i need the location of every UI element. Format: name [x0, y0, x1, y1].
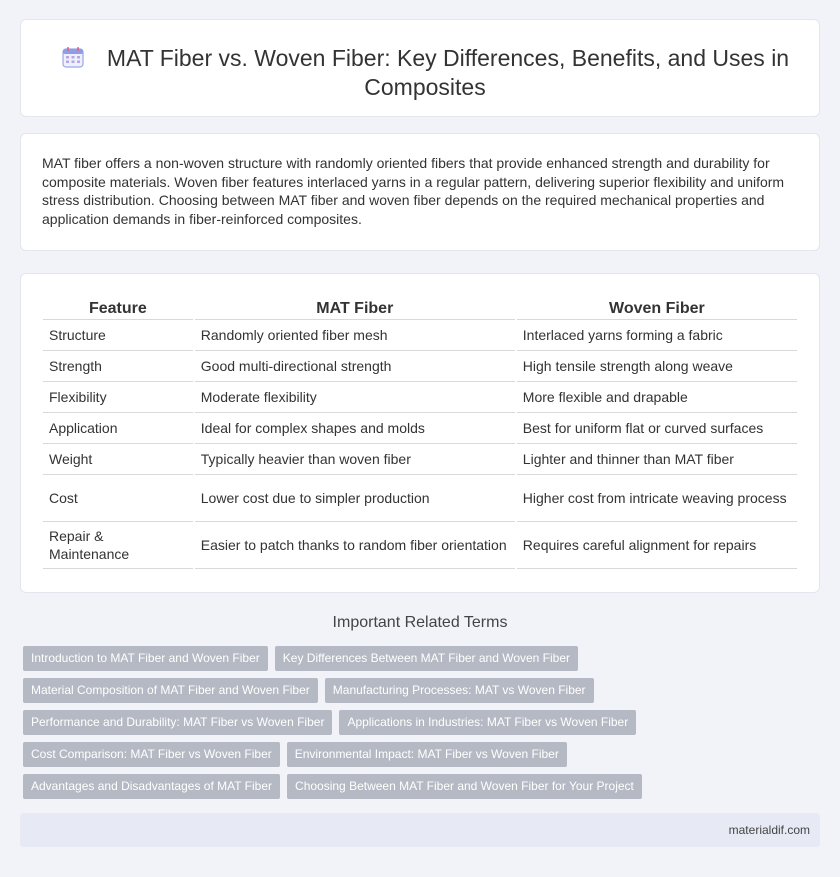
- related-term-link[interactable]: Manufacturing Processes: MAT vs Woven Fiber: [325, 678, 594, 703]
- related-terms-list: [23, 646, 643, 806]
- mat-cell: Good multi-directional strength: [195, 351, 515, 382]
- mat-cell: Easier to patch thanks to random fiber orientation: [195, 522, 515, 569]
- related-term-link[interactable]: Advantages and Disadvantages of MAT Fiber: [23, 774, 280, 799]
- feature-cell: Repair & Maintenance: [43, 522, 193, 569]
- table-row: [43, 351, 797, 382]
- table-header-row: [43, 296, 797, 320]
- feature-cell: Strength: [43, 351, 193, 382]
- mat-cell: Randomly oriented fiber mesh: [195, 320, 515, 351]
- footer: [20, 813, 820, 847]
- feature-cell: Application: [43, 413, 193, 444]
- mat-cell: Lower cost due to simpler production: [195, 475, 515, 522]
- related-term-link[interactable]: Environmental Impact: MAT Fiber vs Woven Fiber: [287, 742, 567, 767]
- woven-cell: More flexible and drapable: [517, 382, 797, 413]
- comparison-table-card: [20, 273, 820, 593]
- feature-cell: Cost: [43, 475, 193, 522]
- related-term-link[interactable]: Key Differences Between MAT Fiber and Woven Fiber: [275, 646, 578, 671]
- header-woven-fiber: Woven Fiber: [517, 296, 797, 320]
- table-row: [43, 320, 797, 351]
- woven-cell: High tensile strength along weave: [517, 351, 797, 382]
- woven-cell: Lighter and thinner than MAT fiber: [517, 444, 797, 475]
- woven-cell: Requires careful alignment for repairs: [517, 522, 797, 569]
- feature-cell: Structure: [43, 320, 193, 351]
- header-feature: Feature: [43, 296, 193, 320]
- woven-cell: Interlaced yarns forming a fabric: [517, 320, 797, 351]
- related-term-link[interactable]: Performance and Durability: MAT Fiber vs Woven Fiber: [23, 710, 332, 735]
- intro-paragraph: MAT fiber offers a non-woven structure with randomly oriented fibers that provide enhanced strength and durability for composite materials. Woven fiber features interlaced yarns in a regular pattern, delivering superior flexibility and uniform stress distribution. Choosing between MAT fiber and woven fiber depends on the required mechanical properties and application demands in fiber-reinforced composites.: [42, 155, 785, 227]
- page-title: MAT Fiber vs. Woven Fiber: Key Differences, Benefits, and Uses in Composites: [106, 45, 790, 100]
- mat-cell: Moderate flexibility: [195, 382, 515, 413]
- related-term-link[interactable]: Introduction to MAT Fiber and Woven Fiber: [23, 646, 268, 671]
- feature-cell: Weight: [43, 444, 193, 475]
- header-card: [20, 19, 820, 117]
- related-term-link[interactable]: Applications in Industries: MAT Fiber vs Woven Fiber: [339, 710, 636, 735]
- table-row: [43, 475, 797, 522]
- table-row: [43, 522, 797, 569]
- woven-cell: Best for uniform flat or curved surfaces: [517, 413, 797, 444]
- mat-cell: Typically heavier than woven fiber: [195, 444, 515, 475]
- comparison-table: [41, 296, 799, 569]
- table-row: [43, 444, 797, 475]
- woven-cell: Higher cost from intricate weaving process: [517, 475, 797, 522]
- header-mat-fiber: MAT Fiber: [195, 296, 515, 320]
- feature-cell: Flexibility: [43, 382, 193, 413]
- footer-site: materialdif.com: [728, 823, 810, 837]
- table-row: [43, 413, 797, 444]
- calendar-icon: [61, 45, 85, 69]
- related-term-link[interactable]: Cost Comparison: MAT Fiber vs Woven Fiber: [23, 742, 280, 767]
- mat-cell: Ideal for complex shapes and molds: [195, 413, 515, 444]
- table-row: [43, 382, 797, 413]
- related-term-link[interactable]: Choosing Between MAT Fiber and Woven Fiber for Your Project: [287, 774, 642, 799]
- related-terms-title: Important Related Terms: [332, 614, 508, 631]
- intro-card: [20, 133, 820, 251]
- related-term-link[interactable]: Material Composition of MAT Fiber and Woven Fiber: [23, 678, 318, 703]
